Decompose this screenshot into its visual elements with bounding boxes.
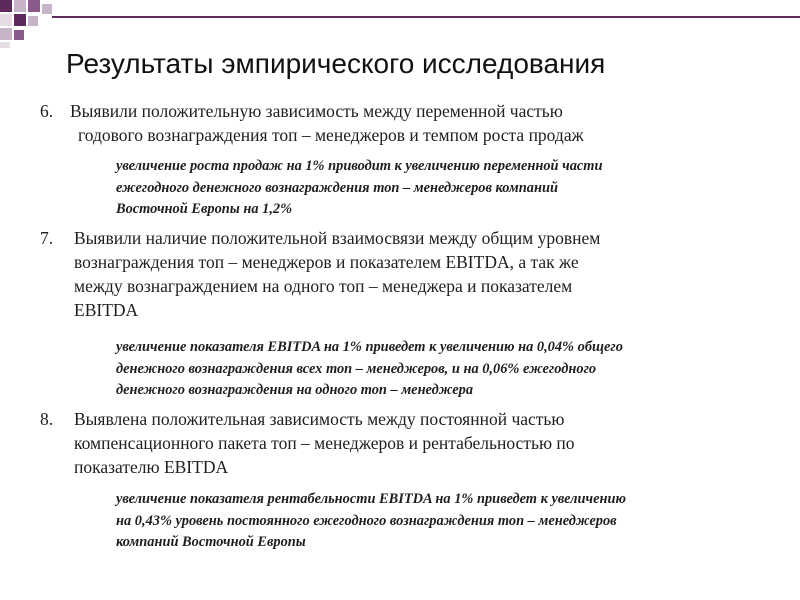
finding-number: 7.: [40, 228, 54, 248]
finding-text-line: годового вознаграждения топ – менеджеров и темпом роста продаж: [78, 125, 584, 145]
finding-8: [40, 407, 770, 479]
finding-text-line: между вознаграждением на одного топ – менеджера и показателем: [74, 276, 573, 296]
note-line: денежного вознаграждения на одного топ – менеджера: [116, 382, 474, 398]
finding-text-line: Выявили положительную зависимость между переменной частью: [70, 101, 563, 121]
note-line: увеличение роста продаж на 1% приводит к увеличению переменной части: [116, 158, 603, 174]
finding-7-note: [116, 337, 766, 402]
finding-text-line: вознаграждения топ – менеджеров и показателем EBITDA, а так же: [74, 252, 579, 272]
slide-title: Результаты эмпирического исследования: [66, 48, 606, 79]
note-line: ежегодного денежного вознаграждения топ – менеджеров компаний: [116, 179, 558, 196]
header-rule: [52, 16, 800, 18]
decorative-squares: [0, 0, 70, 50]
finding-text-line: компенсационного пакета топ – менеджеров и рентабельностью по: [74, 433, 575, 453]
finding-8-note: [116, 489, 766, 554]
note-line: денежного вознаграждения всех топ – менеджеров, и на 0,06% ежегодного: [116, 360, 597, 377]
finding-6: [40, 99, 770, 147]
note-line: компаний Восточной Европы: [116, 534, 306, 550]
finding-6-note: [116, 156, 766, 221]
finding-text-line: показателю EBITDA: [74, 457, 229, 477]
note-line: увеличение показателя рентабельности EBITDA на 1% приведет к увеличению: [116, 491, 626, 507]
finding-text-line: Выявлена положительная зависимость между постоянной частью: [74, 409, 565, 429]
finding-number: 6.: [40, 101, 54, 121]
finding-text-line: Выявили наличие положительной взаимосвязи между общим уровнем: [74, 228, 601, 248]
finding-7: [40, 226, 770, 322]
finding-number: 8.: [40, 409, 54, 429]
note-line: Восточной Европы на 1,2%: [116, 201, 293, 217]
note-line: на 0,43% уровень постоянного ежегодного вознаграждения топ – менеджеров: [116, 512, 617, 529]
note-line: увеличение показателя EBITDA на 1% приведет к увеличению на 0,04% общего: [116, 339, 623, 355]
finding-text-line: EBITDA: [74, 300, 139, 320]
